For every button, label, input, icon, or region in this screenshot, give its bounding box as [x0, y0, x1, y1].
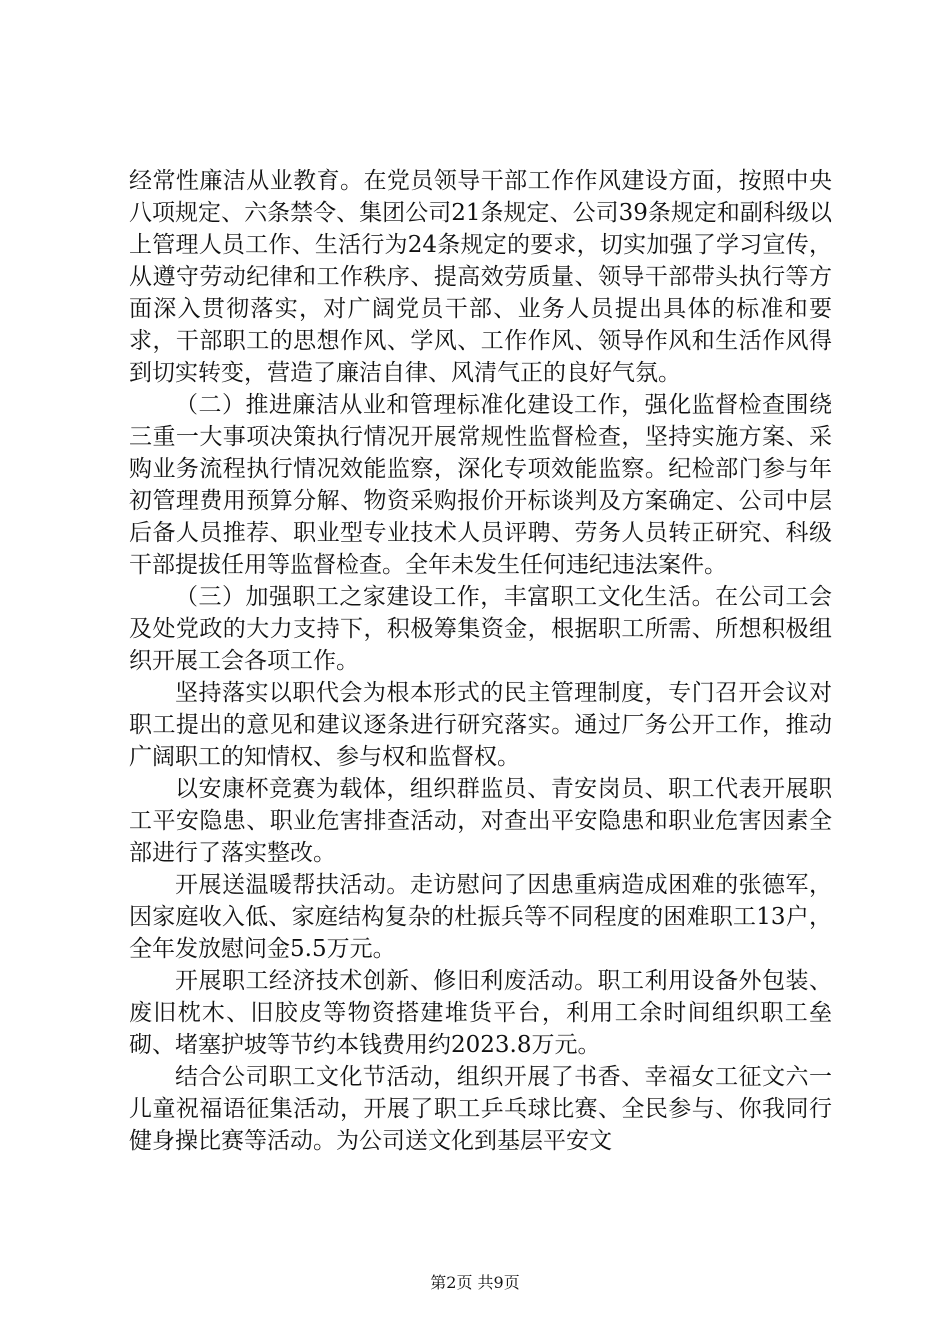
paragraph-8: 结合公司职工文化节活动，组织开展了书香、幸福女工征文六一儿童祝福语征集活动，开展了职工乒乓球比赛、全民参与、你我同行健身操比赛等活动。为公司送文化到基层平安文	[129, 1064, 832, 1154]
paragraph-3: （三）加强职工之家建设工作，丰富职工文化生活。在公司工会及处党政的大力支持下，积极筹集资金，根据职工所需、所想积极组织开展工会各项工作。	[129, 584, 832, 674]
paragraph-1: 经常性廉洁从业教育。在党员领导干部工作作风建设方面，按照中央八项规定、六条禁令、集团公司21条规定、公司39条规定和副科级以上管理人员工作、生活行为24条规定的要求，切实加强了学习宣传，从遵守劳动纪律和工作秩序、提高效劳质量、领导干部带头执行等方面深入贯彻落实，对广阔党员干部、业务人员提出具体的标准和要求，干部职工的思想作风、学风、工作作风、领导作风和生活作风得到切实转变，营造了廉洁自律、风清气正的良好气氛。	[129, 168, 832, 386]
page-footer: 第2页 共9页	[430, 1273, 520, 1292]
paragraph-7: 开展职工经济技术创新、修旧利废活动。职工利用设备外包装、废旧枕木、旧胶皮等物资搭建堆货平台，利用工余时间组织职工垒砌、堵塞护坡等节约本钱费用约2023.8万元。	[129, 968, 832, 1058]
paragraph-6: 开展送温暖帮扶活动。走访慰问了因患重病造成困难的张德军，因家庭收入低、家庭结构复杂的杜振兵等不同程度的困难职工13户，全年发放慰问金5.5万元。	[129, 872, 832, 962]
paragraph-5: 以安康杯竞赛为载体，组织群监员、青安岗员、职工代表开展职工平安隐患、职业危害排查活动，对查出平安隐患和职业危害因素全部进行了落实整改。	[129, 776, 832, 866]
paragraph-4: 坚持落实以职代会为根本形式的民主管理制度，专门召开会议对职工提出的意见和建议逐条进行研究落实。通过厂务公开工作，推动广阔职工的知情权、参与权和监督权。	[129, 680, 832, 770]
document-body	[129, 165, 832, 1157]
paragraph-2: （二）推进廉洁从业和管理标准化建设工作，强化监督检查围绕三重一大事项决策执行情况开展常规性监督检查，坚持实施方案、采购业务流程执行情况效能监察，深化专项效能监察。纪检部门参与年初管理费用预算分解、物资采购报价开标谈判及方案确定、公司中层后备人员推荐、职业型专业技术人员评聘、劳务人员转正研究、科级干部提拔任用等监督检查。全年未发生任何违纪违法案件。	[129, 392, 832, 578]
